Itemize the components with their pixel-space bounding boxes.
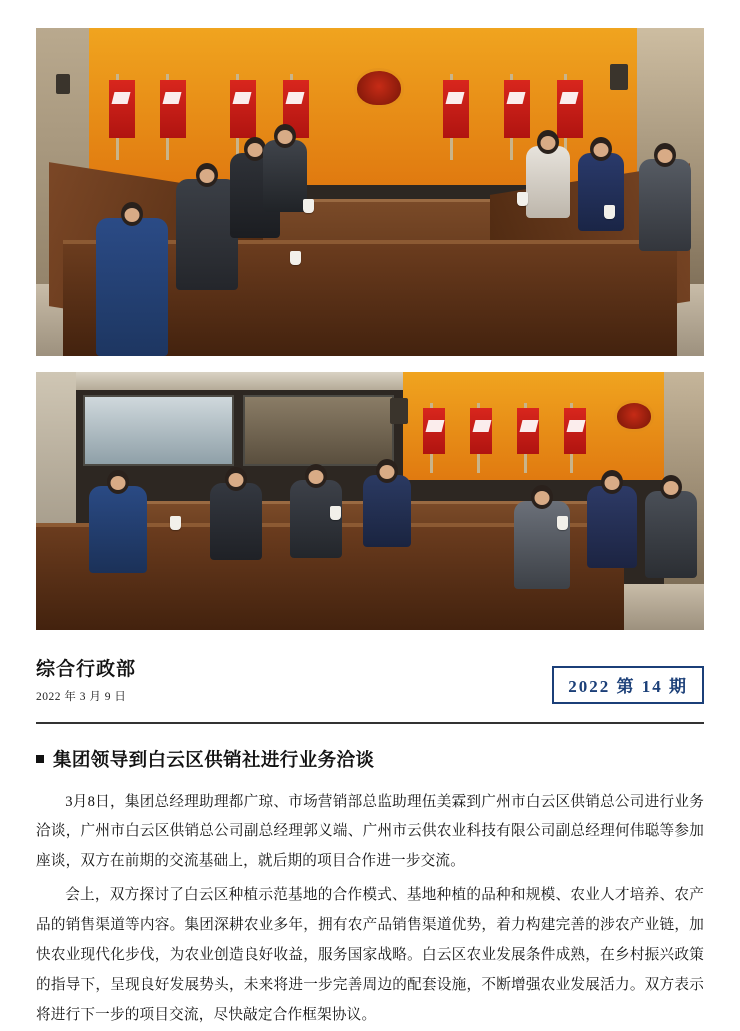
party-emblem-icon — [617, 403, 651, 429]
attendee — [176, 179, 238, 291]
teacup — [303, 199, 314, 213]
red-flag — [470, 408, 492, 454]
speaker-icon — [610, 64, 628, 90]
department-name: 综合行政部 — [36, 659, 137, 680]
attendee-face — [605, 476, 620, 490]
attendee — [363, 475, 411, 547]
attendee-face — [593, 143, 608, 157]
attendee-face — [111, 476, 126, 490]
red-flag — [230, 80, 256, 138]
attendee — [639, 159, 691, 251]
teacup — [330, 506, 341, 520]
red-flag — [564, 408, 586, 454]
bullet-square-icon — [36, 755, 44, 763]
horizontal-rule — [36, 722, 704, 724]
photo-meeting-1 — [36, 28, 704, 356]
red-flag — [504, 80, 530, 138]
teacup — [557, 516, 568, 530]
attendee-face — [657, 149, 672, 163]
speaker-icon — [390, 398, 408, 424]
attendee — [263, 140, 307, 212]
masthead-meta — [36, 656, 704, 704]
attendee — [526, 146, 570, 218]
publish-date: 2022 年 3 月 9 日 — [36, 690, 127, 703]
issue-badge: 2022 第 14 期 — [552, 666, 704, 704]
attendee — [210, 483, 262, 560]
photo-meeting-2 — [36, 372, 704, 630]
red-flag — [423, 408, 445, 454]
attendee — [514, 501, 570, 589]
red-flag — [517, 408, 539, 454]
teacup — [604, 205, 615, 219]
attendee — [645, 491, 697, 579]
article-paragraph: 会上，双方探讨了白云区种植示范基地的合作模式、基地种植的品种和规模、农业人才培养、农产品的销售渠道等内容。集团深耕农业多年，拥有农产品销售渠道优势，着力构建完善的涉农产业链，加快农业现代化步伐，为农业创造良好收益，服务国家战略。白云区农业发展条件成熟，在乡村振兴政策的指导下，呈现良好发展势头，未来将进一步完善周边的配套设施，不断增强农业发展活力。双方表示将进行下一步的项目交流，尽快敲定合作框架协议。 — [36, 887, 704, 1023]
red-flag — [109, 80, 135, 138]
headline-row — [36, 746, 704, 772]
party-emblem-icon — [357, 71, 401, 105]
attendee — [578, 153, 624, 232]
attendee-face — [200, 169, 215, 183]
article-headline: 集团领导到白云区供销社进行业务洽谈 — [53, 750, 375, 771]
attendee-face — [664, 481, 679, 495]
attendee-face — [247, 143, 262, 157]
teacup — [290, 251, 301, 265]
attendee-face — [308, 470, 323, 484]
red-flag — [443, 80, 469, 138]
attendee — [96, 218, 168, 356]
attendee — [587, 486, 637, 569]
article — [36, 746, 704, 1031]
attendee-face — [535, 491, 550, 505]
window — [243, 395, 394, 466]
photo-2-scene — [36, 372, 704, 630]
red-flag — [160, 80, 186, 138]
attendee-face — [278, 130, 293, 144]
department-block — [36, 656, 136, 704]
attendee — [89, 486, 147, 574]
attendee-face — [541, 136, 556, 150]
attendee-face — [380, 465, 395, 479]
teacup — [517, 192, 528, 206]
teacup — [170, 516, 181, 530]
speaker-icon — [56, 74, 70, 94]
photo-1-scene — [36, 28, 704, 356]
attendee-face — [228, 473, 243, 487]
attendee-face — [125, 208, 140, 222]
article-paragraph: 3月8日，集团总经理助理都广琼、市场营销部总监助理伍美霖到广州市白云区供销总公司进行业务洽谈，广州市白云区供销总公司副总经理郭义端、广州市云供农业科技有限公司副总经理何伟聪等参加座谈，双方在前期的交流基础上，就后期的项目合作进一步交流。 — [36, 793, 704, 870]
window — [83, 395, 234, 466]
red-flag — [557, 80, 583, 138]
